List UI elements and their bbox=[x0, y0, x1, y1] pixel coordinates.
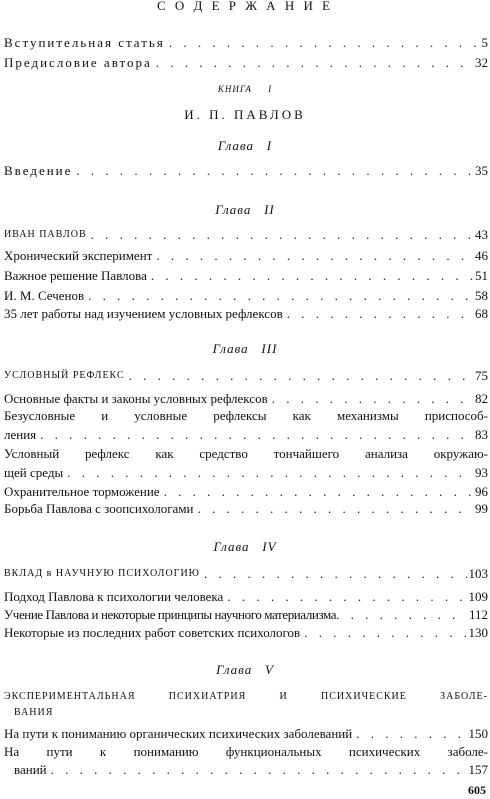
toc-entry-ivan-pavlov[interactable]: ИВАН ПАВЛОВ . . . 43 bbox=[4, 227, 488, 243]
chapter-heading-3: Глава III bbox=[212, 341, 278, 356]
toc-entry-line: На пути к пониманию функциональных психических заболе- bbox=[4, 744, 488, 759]
toc-entry[interactable]: 35 лет работы над изучением условных рефлексов . . . 68 bbox=[4, 306, 488, 322]
toc-entry-line: Условный рефлекс как средство тончайшего анализа окружаю- bbox=[4, 446, 488, 461]
chapter-heading-2: Глава II bbox=[215, 202, 275, 217]
toc-entry-uslovny-refleks[interactable]: УСЛОВНЫЙ РЕФЛЕКС . . . 75 bbox=[4, 368, 488, 384]
toc-entry-preface[interactable]: Предисловие автора . . . 32 bbox=[4, 55, 488, 71]
toc-entry[interactable]: щей среды . . . 93 bbox=[4, 465, 488, 481]
toc-title: С О Д Е Р Ж А Н И Е bbox=[156, 0, 334, 13]
toc-entry-vklad[interactable]: ВКЛАД в НАУЧНУЮ ПСИХОЛОГИЮ . . . 103 bbox=[4, 566, 488, 582]
chapter-heading-4: Глава IV bbox=[213, 539, 277, 554]
toc-entry-vvedenie[interactable]: Введение . . . 35 bbox=[4, 163, 488, 179]
toc-entry-psychiatry[interactable]: ВАНИЯ bbox=[14, 707, 54, 718]
author-heading: И. П. ПАВЛОВ bbox=[184, 107, 306, 122]
toc-entry[interactable]: Учение Павлова и некоторые принципы научного материализма . . . 112 bbox=[4, 607, 488, 623]
toc-entry[interactable]: ления . . . 83 bbox=[4, 427, 488, 443]
toc-entry-line: Безусловные и условные рефлексы как механизмы приспособ- bbox=[4, 408, 488, 423]
toc-entry[interactable]: ваний . . . 157 bbox=[4, 762, 488, 778]
toc-entry[interactable]: Борьба Павлова с зоопсихологами . . . 99 bbox=[4, 501, 488, 517]
toc-entry[interactable]: Основные факты и законы условных рефлексов . . . 82 bbox=[4, 391, 488, 407]
toc-entry[interactable]: Важное решение Павлова . . . 51 bbox=[4, 268, 488, 284]
toc-entry[interactable]: И. М. Сеченов . . . 58 bbox=[4, 288, 488, 304]
toc-entry[interactable]: Хронический эксперимент . . . 46 bbox=[4, 248, 488, 264]
chapter-heading-1: Глава I bbox=[217, 138, 273, 153]
toc-entry[interactable]: На пути к пониманию органических психических заболеваний . . . 150 bbox=[4, 726, 488, 742]
toc-entry-intro-article[interactable]: Вступительная статья . . . 5 bbox=[4, 35, 488, 51]
page-number: 605 bbox=[468, 783, 486, 797]
toc-entry[interactable]: Некоторые из последних работ советских психологов . . . 130 bbox=[4, 625, 488, 641]
toc-entry-line: ЭКСПЕРИМЕНТАЛЬНАЯ ПСИХИАТРИЯ И ПСИХИЧЕСКИЕ ЗАБОЛЕ- bbox=[4, 691, 488, 702]
toc-entry[interactable]: Подход Павлова к психологии человека . . . 109 bbox=[4, 589, 488, 605]
toc-entry[interactable]: Охранительное торможение . . . 96 bbox=[4, 484, 488, 500]
book-label: КНИГА I bbox=[217, 84, 273, 94]
chapter-heading-5: Глава V bbox=[216, 662, 274, 677]
